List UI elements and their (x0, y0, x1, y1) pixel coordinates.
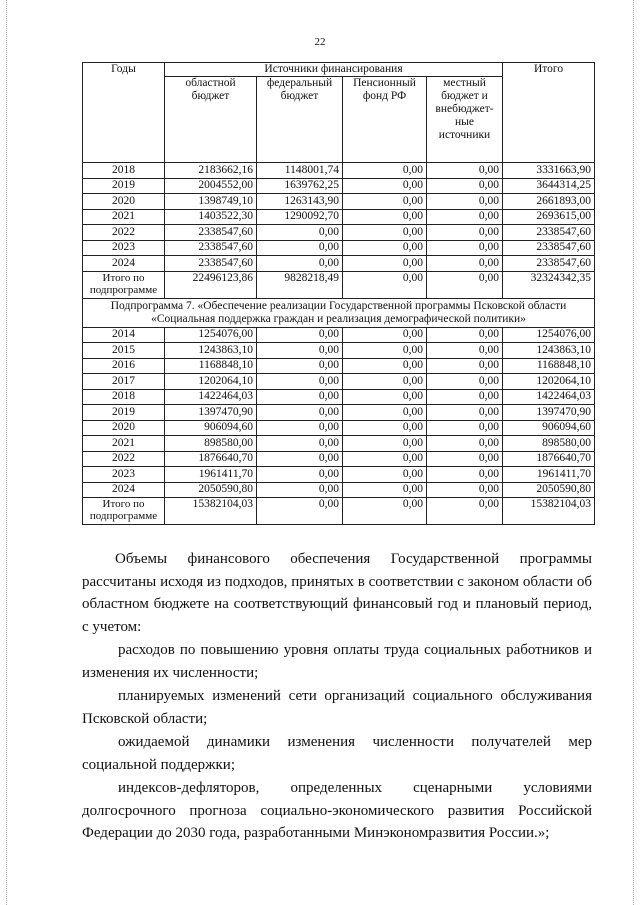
value-cell: 0,00 (343, 163, 427, 179)
value-cell: 1422464,03 (165, 389, 257, 405)
value-cell: 0,00 (427, 225, 503, 241)
value-cell: 2338547,60 (165, 225, 257, 241)
value-cell: 2693615,00 (503, 209, 595, 225)
year-cell: 2023 (83, 240, 165, 256)
table-row (83, 178, 595, 194)
year-cell: 2018 (83, 389, 165, 405)
value-cell: 2338547,60 (503, 225, 595, 241)
paragraph: расходов по повышению уровня оплаты труда социальных работников и изменения их численности; (82, 642, 592, 681)
year-cell: 2022 (83, 225, 165, 241)
value-cell: 2338547,60 (503, 240, 595, 256)
total-value: 9828218,49 (257, 271, 343, 298)
total-value: 0,00 (257, 498, 343, 525)
header-sources: Источники финансирования (165, 63, 503, 77)
paragraph: Объемы финансового обеспечения Государственной программы рассчитаны исходя из подходов, принятых в соответствии с законом области об областном бюджете на соответствующий финансовый год и плановый период, с учетом: (82, 551, 592, 635)
year-cell: 2022 (83, 451, 165, 467)
total-value: 0,00 (427, 498, 503, 525)
value-cell: 1168848,10 (165, 358, 257, 374)
year-cell: 2023 (83, 467, 165, 483)
total-value: 15382104,03 (165, 498, 257, 525)
table-row (83, 163, 595, 179)
header-local-sources: местный бюджет и внебюджет-ные источники (427, 77, 503, 163)
value-cell: 0,00 (257, 451, 343, 467)
total-value: 22496123,86 (165, 271, 257, 298)
table-row (83, 256, 595, 272)
value-cell: 0,00 (343, 194, 427, 210)
table-row (83, 225, 595, 241)
value-cell: 0,00 (427, 420, 503, 436)
year-cell: 2015 (83, 343, 165, 359)
value-cell: 0,00 (257, 436, 343, 452)
value-cell: 3331663,90 (503, 163, 595, 179)
header-years: Годы (83, 63, 165, 163)
value-cell: 0,00 (343, 240, 427, 256)
value-cell: 0,00 (343, 256, 427, 272)
value-cell: 1403522,30 (165, 209, 257, 225)
subprogram-7-title: Подпрограмма 7. «Обеспечение реализации Государственной программы Псковской области «Социальная поддержка граждан и реализация демографической политики» (83, 298, 595, 327)
header-pension-fund: Пенсионный фонд РФ (343, 77, 427, 163)
value-cell: 1876640,70 (165, 451, 257, 467)
table-row (83, 420, 595, 436)
paragraph: ожидаемой динамики изменения численности получателей мер социальной поддержки; (82, 734, 592, 773)
page-edge-left (6, 0, 8, 905)
table-row (83, 451, 595, 467)
table-row (83, 327, 595, 343)
value-cell: 0,00 (427, 178, 503, 194)
value-cell: 1254076,00 (503, 327, 595, 343)
body-text (82, 548, 592, 846)
value-cell: 0,00 (343, 451, 427, 467)
table-row (83, 194, 595, 210)
value-cell: 0,00 (257, 374, 343, 390)
value-cell: 1422464,03 (503, 389, 595, 405)
value-cell: 0,00 (257, 467, 343, 483)
value-cell: 0,00 (343, 343, 427, 359)
value-cell: 2338547,60 (165, 240, 257, 256)
table-row (83, 482, 595, 498)
page-number: 22 (314, 36, 326, 48)
value-cell: 0,00 (343, 178, 427, 194)
value-cell: 0,00 (343, 389, 427, 405)
header-regional-budget: областной бюджет (165, 77, 257, 163)
year-cell: 2019 (83, 178, 165, 194)
value-cell: 0,00 (257, 256, 343, 272)
total-row (83, 498, 595, 525)
value-cell: 0,00 (343, 225, 427, 241)
table-row (83, 467, 595, 483)
year-cell: 2021 (83, 209, 165, 225)
value-cell: 1290092,70 (257, 209, 343, 225)
value-cell: 898580,00 (165, 436, 257, 452)
value-cell: 0,00 (427, 436, 503, 452)
total-value: 15382104,03 (503, 498, 595, 525)
value-cell: 0,00 (343, 467, 427, 483)
value-cell: 0,00 (257, 482, 343, 498)
paragraph: планируемых изменений сети организаций социального обслуживания Псковской области; (82, 688, 592, 727)
value-cell: 0,00 (427, 389, 503, 405)
table-row (83, 240, 595, 256)
year-cell: 2021 (83, 436, 165, 452)
value-cell: 1961411,70 (165, 467, 257, 483)
block1-body (83, 163, 595, 299)
paragraph: индексов-дефляторов, определенных сценарными условиями долгосрочного прогноза социально-экономического развития Российской Федерации до 2030 года, разработанными Минэкономразвития России.»; (82, 780, 592, 841)
value-cell: 1202064,10 (503, 374, 595, 390)
table-row (83, 436, 595, 452)
total-value: 32324342,35 (503, 271, 595, 298)
table-row (83, 405, 595, 421)
year-cell: 2019 (83, 405, 165, 421)
total-label: Итого по подпрограмме (83, 498, 165, 525)
table-row (83, 343, 595, 359)
financing-table (82, 62, 595, 525)
header-total: Итого (503, 63, 595, 163)
value-cell: 1398749,10 (165, 194, 257, 210)
value-cell: 0,00 (343, 482, 427, 498)
value-cell: 0,00 (427, 482, 503, 498)
total-label: Итого по подпрограмме (83, 271, 165, 298)
value-cell: 0,00 (257, 225, 343, 241)
year-cell: 2018 (83, 163, 165, 179)
value-cell: 0,00 (257, 358, 343, 374)
value-cell: 0,00 (343, 374, 427, 390)
year-cell: 2020 (83, 194, 165, 210)
value-cell: 2050590,80 (165, 482, 257, 498)
page-edge-right (633, 0, 635, 905)
value-cell: 1243863,10 (503, 343, 595, 359)
year-cell: 2014 (83, 327, 165, 343)
value-cell: 0,00 (427, 209, 503, 225)
value-cell: 1263143,90 (257, 194, 343, 210)
total-value: 0,00 (343, 498, 427, 525)
value-cell: 0,00 (427, 451, 503, 467)
table-row (83, 209, 595, 225)
value-cell: 1254076,00 (165, 327, 257, 343)
value-cell: 3644314,25 (503, 178, 595, 194)
value-cell: 0,00 (427, 256, 503, 272)
year-cell: 2024 (83, 256, 165, 272)
value-cell: 0,00 (427, 374, 503, 390)
value-cell: 1148001,74 (257, 163, 343, 179)
value-cell: 1876640,70 (503, 451, 595, 467)
value-cell: 0,00 (343, 405, 427, 421)
value-cell: 0,00 (343, 436, 427, 452)
total-value: 0,00 (427, 271, 503, 298)
value-cell: 0,00 (257, 389, 343, 405)
value-cell: 0,00 (343, 327, 427, 343)
header-federal-budget: федеральный бюджет (257, 77, 343, 163)
year-cell: 2017 (83, 374, 165, 390)
value-cell: 0,00 (427, 358, 503, 374)
value-cell: 1243863,10 (165, 343, 257, 359)
block2-body (83, 327, 595, 525)
total-value: 0,00 (343, 271, 427, 298)
value-cell: 2183662,16 (165, 163, 257, 179)
value-cell: 1397470,90 (165, 405, 257, 421)
value-cell: 0,00 (257, 240, 343, 256)
year-cell: 2020 (83, 420, 165, 436)
value-cell: 1961411,70 (503, 467, 595, 483)
value-cell: 2050590,80 (503, 482, 595, 498)
value-cell: 1397470,90 (503, 405, 595, 421)
value-cell: 1168848,10 (503, 358, 595, 374)
table-row (83, 374, 595, 390)
table-row (83, 389, 595, 405)
value-cell: 0,00 (343, 420, 427, 436)
value-cell: 0,00 (343, 358, 427, 374)
total-row (83, 271, 595, 298)
year-cell: 2024 (83, 482, 165, 498)
value-cell: 0,00 (257, 343, 343, 359)
value-cell: 2338547,60 (165, 256, 257, 272)
value-cell: 898580,00 (503, 436, 595, 452)
value-cell: 1639762,25 (257, 178, 343, 194)
value-cell: 0,00 (427, 405, 503, 421)
value-cell: 906094,60 (165, 420, 257, 436)
value-cell: 0,00 (257, 405, 343, 421)
table-row (83, 358, 595, 374)
value-cell: 2004552,00 (165, 178, 257, 194)
value-cell: 0,00 (427, 194, 503, 210)
value-cell: 906094,60 (503, 420, 595, 436)
value-cell: 0,00 (427, 343, 503, 359)
value-cell: 0,00 (257, 327, 343, 343)
value-cell: 0,00 (427, 240, 503, 256)
value-cell: 1202064,10 (165, 374, 257, 390)
year-cell: 2016 (83, 358, 165, 374)
value-cell: 2661893,00 (503, 194, 595, 210)
value-cell: 2338547,60 (503, 256, 595, 272)
value-cell: 0,00 (257, 420, 343, 436)
value-cell: 0,00 (427, 327, 503, 343)
value-cell: 0,00 (427, 163, 503, 179)
value-cell: 0,00 (343, 209, 427, 225)
value-cell: 0,00 (427, 467, 503, 483)
